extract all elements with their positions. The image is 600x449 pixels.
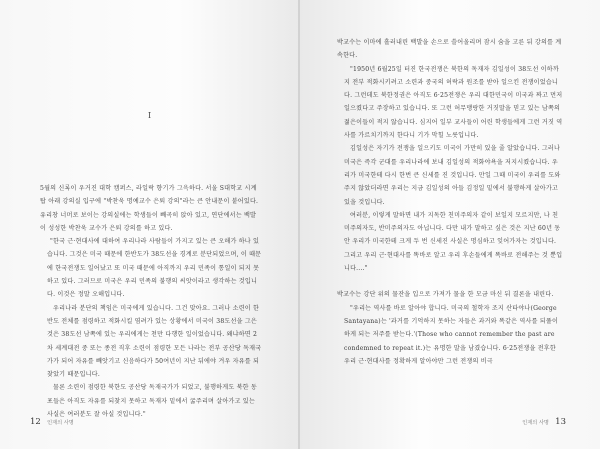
right-footer [518,417,566,427]
paragraph: 박교수는 이마에 흘러내린 백발을 손으로 쓸어올리며 잠시 숨을 고른 뒤 강의를 계속한다. [337,39,562,60]
left-page [0,0,299,449]
paragraph: 박교수는 강단 위의 물잔을 입으로 가져가 물을 한 모금 마신 뒤 결론을 내린다. [337,291,554,299]
running-title: 인재의 사명 [522,420,549,426]
paragraph: 여러분, 이렇게 말하면 내가 지독한 친미주의자 같이 보일지 모르지만, 나 친미주의자도, 반미주의자도 아닙니다. 다만 내가 말하고 싶은 것은 지난 60년 동안 우리가 미국한테 크게 두 번 신세진 사실은 명심하고 잊어가자는 것입니다. 그리고 우리 근·현대사를 똑바로 알고 우리 후손들에게 똑바로 전해주는 것 뿐입니다...." [344,211,563,273]
page-number: 13 [555,417,566,427]
right-page [300,0,600,449]
paragraph: 우리나라 분단의 책임은 미국에게 있습니다. 그건 맞아요. 그러나 소련이 한반도 전체를 점령하고 적화시킬 염려가 있는 상황에서 미국이 38도선을 그은 것은 38도선 남쪽에 있는 우리에게는 천만 다행한 일이었습니다. 왜냐하면 2차 세계대전 중 또는 종전 직후 소련이 점령한 모든 나라는 전부 공산당 독재국가가 되어 자유를 빼앗기고 신음하다가 50여년이 지난 뒤에야 겨우 자유를 되찾았기 때문입니다. [47,304,262,379]
paragraph: "우리는 역사를 바로 알아야 합니다. 미국의 철학자 조지 산타야나(George Santayana)는 '과거를 기억하지 못하는 자들은 과거와 똑같은 역사를 되풀이하게 되는 저주를 받는다.'(Those who cannot remember the past are condemned to repeat it.)는 유명한 말을 남겼습니다. 6·25전쟁을 전후한 우리 근·현대사를 정확하게 알아야만 그런 전쟁의 비극 [344,304,559,365]
paragraph: 김일성은 자기가 전쟁을 일으키도 미국이 가만히 있을 줄 알았습니다. 그러나 미국은 즉각 군대를 우리나라에 보내 김일성의 적화야욕을 저지시켰습니다. 우리가 미국한테 다시 한번 큰 신세를 진 것입니다. 만일 그때 미국이 우리를 도와주지 않았더라면 우리는 지금 김일성의 아들 김정일 밑에서 불행하게 살아가고 있을 것입니다. [344,145,561,206]
paragraph: 물론 소련이 점령한 북한도 공산당 독재국가가 되었고, 불행하게도 북한 동포들은 아직도 자유를 되찾지 못하고 독재자 밑에서 굶주리며 살아가고 있는 사실은 여러분도 잘 아실 것입니다." [47,384,257,419]
left-footer [30,417,78,427]
paragraph-gap [337,275,563,288]
left-body-text [40,182,262,421]
section-mark: I [148,111,152,120]
paragraph: "한국 근·현대사에 대하여 우리나라 사람들이 가지고 있는 큰 오해가 하나 있습니다. 그것은 미국 때문에 한반도가 38도선을 경계로 분단되었으며, 이 때문에 한국전쟁도 일어났고 또 미국 때문에 아직까지 우리 민족이 통일이 되지 못하고 있다. 그러므로 미국은 우리 민족의 불행의 씨앗이라고 생각하는 것입니다. 이것은 정말 오해입니다. [47,238,262,299]
paragraph: 5월의 신록이 우거진 대학 캠퍼스, 라일락 향기가 그윽하다. 서울 S대학교 시계탑 아래 강의실 입구에 "박찬욱 명예교수 은퇴 강의"라는 큰 안내문이 붙어있다. 유리창 너머로 보이는 강의실에는 학생들이 빼곡히 앉아 있고, 연단에서는 백발이 성성한 박찬욱 교수가 은퇴 강의를 하고 있다. [40,185,259,232]
page-number: 12 [30,417,41,427]
right-body-text [337,36,563,368]
running-title: 인재의 사명 [47,420,74,426]
paragraph: "1950년 6월25일 터진 한국전쟁은 북한의 독재자 김일성이 38도선 이하까지 전부 적화시키려고 소련과 중국의 허락과 원조를 받아 일으킨 전쟁이었습니다. 그런데도 북한정권은 아직도 6·25전쟁은 우리 대한민국이 미국과 짜고 먼저 일으켰다고 주장하고 있습니다. 또 그런 허무맹랑한 거짓말을 믿고 있는 남쪽의 젊은이들이 적지 않습니다. 심지어 일부 교사들이 어린 학생들에게 그런 거짓 역사를 가르치기까지 한다니 기가 막힐 노릇입니다. [344,65,563,140]
